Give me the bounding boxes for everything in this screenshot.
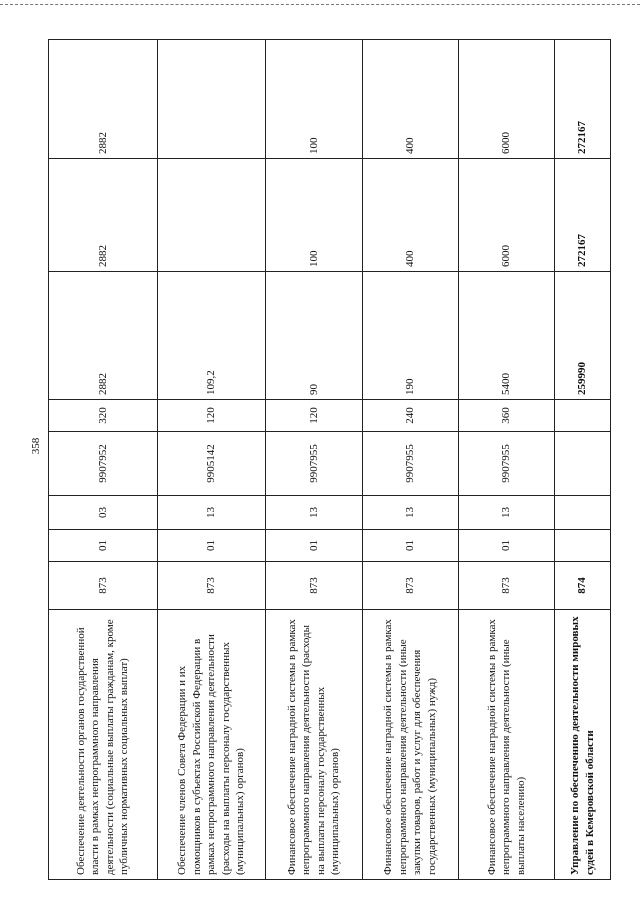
table-cell-target-article: 9907955 bbox=[362, 432, 458, 496]
table-cell-expense-type: 320 bbox=[49, 400, 158, 432]
scan-top-border bbox=[0, 4, 640, 5]
table-cell-amount-2: 272167 bbox=[555, 159, 611, 272]
table-cell-target-article bbox=[555, 432, 611, 496]
table-cell-target-article: 9907952 bbox=[49, 432, 158, 496]
table-cell-target-article: 9907955 bbox=[266, 432, 362, 496]
table-cell-amount-2: 400 bbox=[362, 159, 458, 272]
table-cell-amount-2: 2882 bbox=[49, 159, 158, 272]
table-cell-subsection-code: 13 bbox=[266, 496, 362, 530]
table-cell-amount-3: 100 bbox=[266, 40, 362, 159]
table-cell-department-code: 873 bbox=[266, 562, 362, 610]
table-cell-amount-1: 259990 bbox=[555, 272, 611, 400]
table-cell-target-article: 9907955 bbox=[459, 432, 555, 496]
table-row bbox=[362, 40, 458, 880]
table-cell-section-code bbox=[555, 530, 611, 562]
table-cell-expense-type: 120 bbox=[266, 400, 362, 432]
table-row bbox=[49, 40, 158, 880]
table-cell-description: Финансовое обеспечение наградной системы в рамках непрограммного направления деятельности (иные выплаты населению) bbox=[459, 610, 555, 880]
table-row bbox=[459, 40, 555, 880]
table-cell-amount-1: 90 bbox=[266, 272, 362, 400]
table-cell-amount-1: 109,2 bbox=[157, 272, 266, 400]
table-cell-department-code: 873 bbox=[459, 562, 555, 610]
table-cell-amount-1: 2882 bbox=[49, 272, 158, 400]
table-cell-amount-2 bbox=[157, 159, 266, 272]
table-cell-section-code: 01 bbox=[266, 530, 362, 562]
table-cell-department-code: 873 bbox=[362, 562, 458, 610]
table-cell-description: Финансовое обеспечение наградной системы в рамках непрограммного направления деятельности (расходы на выплаты персоналу государственных (муниципальных) органов) bbox=[266, 610, 362, 880]
table-cell-expense-type: 120 bbox=[157, 400, 266, 432]
table-cell-expense-type: 240 bbox=[362, 400, 458, 432]
table-cell-amount-1: 5400 bbox=[459, 272, 555, 400]
table-cell-section-code: 01 bbox=[362, 530, 458, 562]
table-cell-subsection-code bbox=[555, 496, 611, 530]
table-cell-subsection-code: 03 bbox=[49, 496, 158, 530]
table-cell-description: Управление по обеспечению деятельности мировых судей в Кемеровской области bbox=[555, 610, 611, 880]
table-cell-subsection-code: 13 bbox=[362, 496, 458, 530]
budget-table bbox=[48, 39, 611, 880]
table-row bbox=[555, 40, 611, 880]
table-cell-description: Обеспечение членов Совета Федерации и их помощников в субъектах Российской Федерации в рамках непрограммного направления деятельности (расходы на выплаты персоналу государственных (муниципальных) органов) bbox=[157, 610, 266, 880]
table-cell-amount-3: 272167 bbox=[555, 40, 611, 159]
table-cell-target-article: 9905142 bbox=[157, 432, 266, 496]
table-cell-subsection-code: 13 bbox=[459, 496, 555, 530]
table-cell-section-code: 01 bbox=[49, 530, 158, 562]
table-cell-amount-3: 2882 bbox=[49, 40, 158, 159]
table-row bbox=[266, 40, 362, 880]
table-cell-description: Финансовое обеспечение наградной системы в рамках непрограммного направления деятельности (иные закупки товаров, работ и услуг для обеспечения государственных (муниципальных) нужд) bbox=[362, 610, 458, 880]
table-cell-amount-1: 190 bbox=[362, 272, 458, 400]
table-cell-section-code: 01 bbox=[157, 530, 266, 562]
table-cell-amount-3: 6000 bbox=[459, 40, 555, 159]
table-cell-expense-type bbox=[555, 400, 611, 432]
table-cell-amount-3: 400 bbox=[362, 40, 458, 159]
table-cell-department-code: 873 bbox=[157, 562, 266, 610]
table-cell-expense-type: 360 bbox=[459, 400, 555, 432]
table-cell-section-code: 01 bbox=[459, 530, 555, 562]
table-row bbox=[157, 40, 266, 880]
table-cell-department-code: 874 bbox=[555, 562, 611, 610]
table-cell-department-code: 873 bbox=[49, 562, 158, 610]
page-number: 358 bbox=[30, 437, 42, 455]
table-cell-amount-2: 100 bbox=[266, 159, 362, 272]
table-cell-subsection-code: 13 bbox=[157, 496, 266, 530]
rotated-page-content bbox=[48, 40, 611, 880]
table-cell-description: Обеспечение деятельности органов государственной власти в рамках непрограммного направления деятельности (социальные выплаты гражданам, кроме публичных нормативных социальных выплат) bbox=[49, 610, 158, 880]
table-cell-amount-3 bbox=[157, 40, 266, 159]
table-cell-amount-2: 6000 bbox=[459, 159, 555, 272]
